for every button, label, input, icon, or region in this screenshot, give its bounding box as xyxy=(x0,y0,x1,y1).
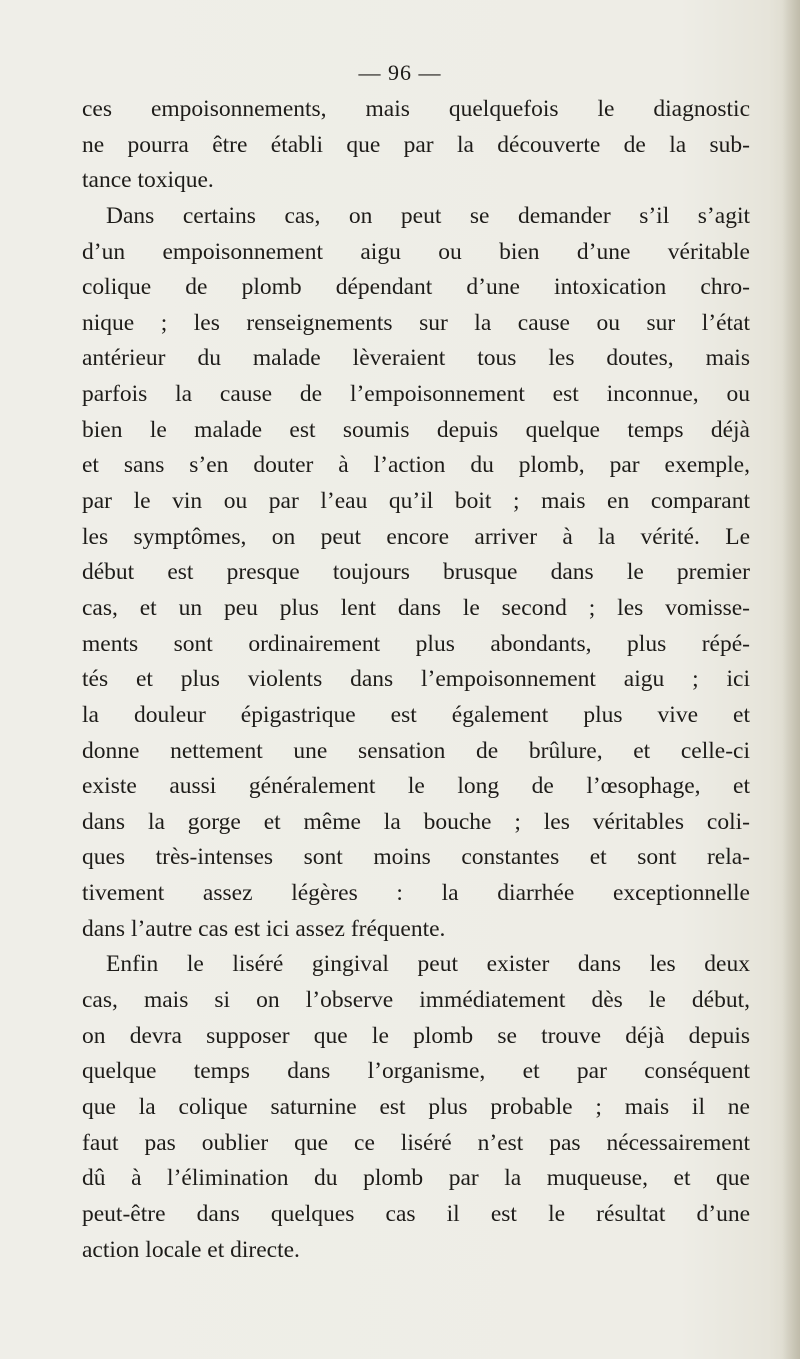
text-line: action locale et directe. xyxy=(82,1236,300,1263)
text-line: antérieur du malade lèveraient tous les doutes, mais xyxy=(82,345,750,372)
text-line: existe aussi généralement le long de l’œsophage, et xyxy=(82,773,750,800)
text-line: dans l’autre cas est ici assez fréquente. xyxy=(82,915,446,942)
text-line: colique de plomb dépendant d’une intoxication chro- xyxy=(82,274,750,301)
body-text xyxy=(82,92,750,1268)
text-line: et sans s’en douter à l’action du plomb, par exemple, xyxy=(82,452,750,479)
text-line: tés et plus violents dans l’empoisonnement aigu ; ici xyxy=(82,666,750,693)
text-line: d’un empoisonnement aigu ou bien d’une véritable xyxy=(82,238,750,265)
text-line: quelque temps dans l’organisme, et par conséquent xyxy=(82,1058,750,1085)
text-line: ces empoisonnements, mais quelquefois le diagnostic xyxy=(82,96,750,122)
text-line: donne nettement une sensation de brûlure, et celle-ci xyxy=(82,737,750,764)
text-line: ments sont ordinairement plus abondants, plus répé- xyxy=(82,630,750,657)
text-line: par le vin ou par l’eau qu’il boit ; mais en comparant xyxy=(82,488,750,515)
text-line: cas, et un peu plus lent dans le second ; les vomisse- xyxy=(82,594,750,621)
text-line: dû à l’élimination du plomb par la muqueuse, et que xyxy=(82,1165,750,1192)
text-line: cas, mais si on l’observe immédiatement dès le début, xyxy=(82,987,750,1014)
page-number: — 96 — xyxy=(358,60,442,85)
text-line: faut pas oublier que ce liséré n’est pas nécessairement xyxy=(82,1129,750,1156)
text-line: Dans certains cas, on peut se demander s’il s’agit xyxy=(106,202,750,229)
text-line: tivement assez légères : la diarrhée exceptionnelle xyxy=(82,880,750,907)
text-line: ne pourra être établi que par la découverte de la sub- xyxy=(82,131,750,158)
text-line: début est presque toujours brusque dans le premier xyxy=(82,559,750,586)
text-line: on devra supposer que le plomb se trouve déjà depuis xyxy=(82,1022,750,1049)
text-line: nique ; les renseignements sur la cause ou sur l’état xyxy=(82,309,750,336)
text-line: bien le malade est soumis depuis quelque temps déjà xyxy=(82,416,750,443)
text-line: parfois la cause de l’empoisonnement est inconnue, ou xyxy=(82,381,750,408)
page-edge-shadow xyxy=(782,0,800,1359)
text-line: Enfin le liséré gingival peut exister dans les deux xyxy=(106,951,750,978)
text-line: que la colique saturnine est plus probable ; mais il ne xyxy=(82,1093,750,1120)
text-line: la douleur épigastrique est également plus vive et xyxy=(82,701,750,728)
text-line: ques très-intenses sont moins constantes et sont rela- xyxy=(82,844,750,871)
text-line: peut-être dans quelques cas il est le résultat d’une xyxy=(82,1200,750,1227)
text-line: dans la gorge et même la bouche ; les véritables coli- xyxy=(82,808,750,835)
text-line: les symptômes, on peut encore arriver à la vérité. Le xyxy=(82,523,750,550)
text-line: tance toxique. xyxy=(82,167,214,194)
